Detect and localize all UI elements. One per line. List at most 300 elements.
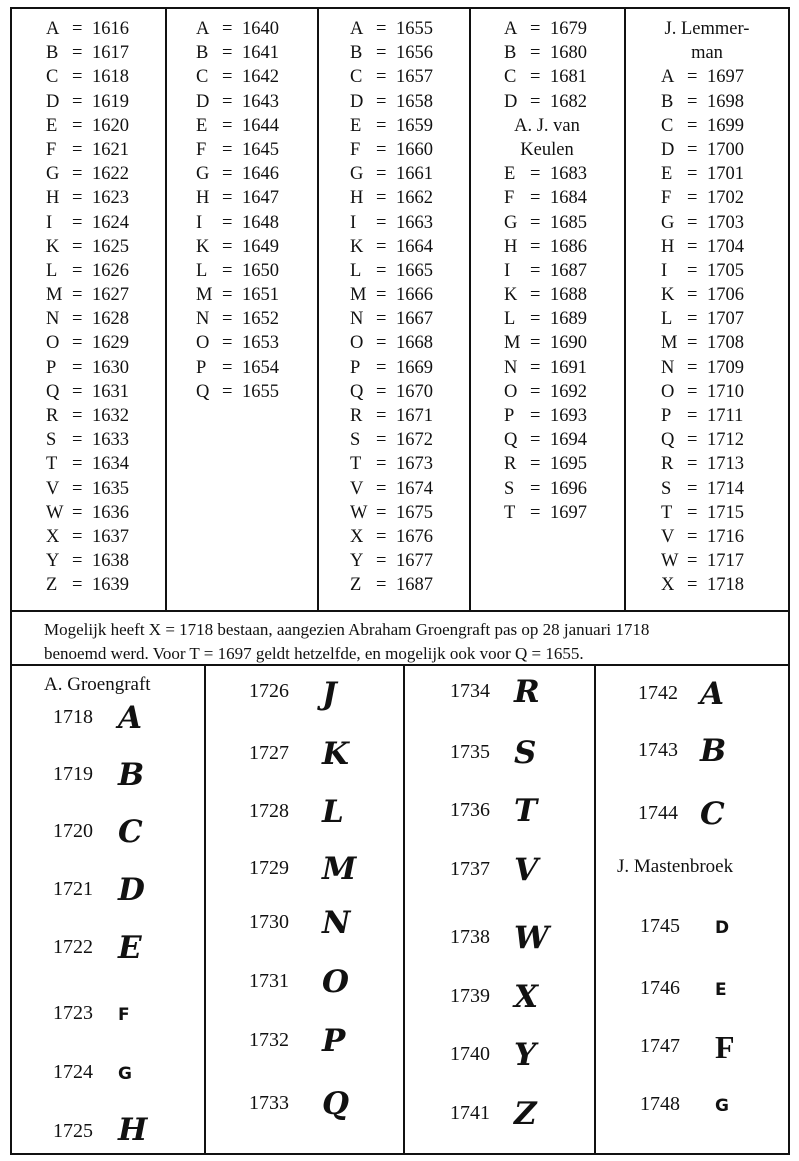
letter: R: [46, 406, 59, 426]
letter-year-row: [46, 211, 161, 235]
year: 1700: [707, 139, 744, 160]
divider: [469, 7, 471, 612]
letter: C: [504, 67, 517, 88]
year: 1695: [550, 454, 587, 475]
year-letter-mark: W: [514, 920, 549, 956]
equals-sign: =: [687, 212, 698, 233]
year: 1625: [92, 236, 129, 257]
equals-sign: =: [72, 260, 83, 281]
year: 1677: [396, 551, 433, 572]
equals-sign: =: [376, 236, 387, 257]
year: 1694: [550, 430, 587, 451]
maker-name: J. Lemmer-: [664, 19, 750, 39]
year-letter-column-2: [196, 17, 311, 404]
letter-year-row: [46, 65, 161, 89]
mark-year: 1746: [640, 977, 680, 999]
letter-year-row: [46, 428, 161, 452]
mark-year: 1732: [249, 1029, 289, 1051]
letter-year-row: [46, 452, 161, 476]
letter-year-row: [196, 331, 311, 355]
letter-year-row: [350, 114, 465, 138]
equals-sign: =: [72, 357, 83, 378]
year-letter-mark: N: [322, 905, 351, 941]
year: 1672: [396, 430, 433, 451]
divider: [403, 664, 405, 1155]
year: 1646: [242, 164, 279, 185]
equals-sign: =: [376, 381, 387, 402]
equals-sign: =: [530, 212, 541, 233]
equals-sign: =: [222, 333, 233, 354]
letter: T: [350, 454, 362, 475]
letter-year-row: [350, 259, 465, 283]
year-letter-column-1: [46, 17, 161, 598]
letter: Q: [504, 430, 518, 451]
year-letter-mark: P: [322, 1023, 346, 1059]
letter-year-row: [661, 186, 787, 210]
letter: A: [661, 67, 675, 88]
equals-sign: =: [222, 115, 233, 136]
equals-sign: =: [687, 309, 698, 330]
equals-sign: =: [72, 381, 83, 402]
equals-sign: =: [530, 454, 541, 475]
year: 1685: [550, 212, 587, 233]
equals-sign: =: [72, 526, 83, 547]
letter: R: [661, 454, 674, 475]
letter: A: [350, 19, 364, 39]
letter: Q: [196, 381, 210, 402]
equals-sign: =: [222, 164, 233, 185]
year-letter-mark: X: [514, 979, 539, 1015]
letter: M: [196, 285, 213, 306]
equals-sign: =: [687, 67, 698, 88]
mark-year: 1742: [638, 682, 678, 704]
year: 1681: [550, 67, 587, 88]
year: 1715: [707, 502, 744, 523]
letter-year-row: [504, 90, 622, 114]
equals-sign: =: [72, 164, 83, 185]
letter-year-row: [350, 162, 465, 186]
letter: N: [350, 309, 364, 330]
letter-year-row: [196, 211, 311, 235]
letter: L: [661, 309, 673, 330]
letter-year-row: [504, 186, 622, 210]
equals-sign: =: [376, 309, 387, 330]
letter-year-row: [504, 235, 622, 259]
mark-year: 1722: [53, 936, 93, 958]
year-letter-mark: D: [118, 872, 145, 908]
year: 1631: [92, 381, 129, 402]
equals-sign: =: [222, 309, 233, 330]
letter: L: [504, 309, 516, 330]
year: 1655: [242, 381, 279, 402]
equals-sign: =: [530, 188, 541, 209]
equals-sign: =: [687, 478, 698, 499]
equals-sign: =: [376, 212, 387, 233]
letter: Q: [350, 381, 364, 402]
letter-year-row: [196, 138, 311, 162]
equals-sign: =: [222, 188, 233, 209]
year-letter-mark: A: [118, 700, 143, 736]
equals-sign: =: [687, 333, 698, 354]
letter-year-row: [350, 525, 465, 549]
letter: G: [504, 212, 518, 233]
letter-year-row: [350, 404, 465, 428]
letter: I: [196, 212, 203, 233]
maker-name: man: [691, 43, 723, 64]
letter-year-row: [661, 452, 787, 476]
divider: [204, 664, 206, 1155]
year-letter-mark: R: [514, 674, 540, 710]
year: 1639: [92, 575, 129, 596]
equals-sign: =: [72, 19, 83, 39]
year: 1636: [92, 502, 129, 523]
year: 1648: [242, 212, 279, 233]
year: 1655: [396, 19, 433, 39]
year: 1627: [92, 285, 129, 306]
mark-year: 1733: [249, 1092, 289, 1114]
letter: C: [46, 67, 59, 88]
letter: K: [661, 285, 675, 306]
equals-sign: =: [687, 91, 698, 112]
year-letter-mark: F: [715, 1029, 735, 1065]
letter: E: [196, 115, 208, 136]
letter-year-row: [504, 41, 622, 65]
year-letter-mark: G: [118, 1064, 132, 1084]
year-letter-mark: H: [118, 1112, 148, 1148]
equals-sign: =: [530, 478, 541, 499]
year: 1624: [92, 212, 129, 233]
letter: P: [46, 357, 57, 378]
mark-year: 1719: [53, 763, 93, 785]
year: 1706: [707, 285, 744, 306]
letter: L: [350, 260, 362, 281]
equals-sign: =: [530, 381, 541, 402]
equals-sign: =: [222, 91, 233, 112]
year: 1708: [707, 333, 744, 354]
equals-sign: =: [687, 285, 698, 306]
letter: O: [661, 381, 675, 402]
letter-year-row: [661, 235, 787, 259]
mark-year: 1728: [249, 800, 289, 822]
mark-year: 1745: [640, 915, 680, 937]
letter: Y: [46, 551, 60, 572]
equals-sign: =: [530, 91, 541, 112]
letter: T: [661, 502, 673, 523]
equals-sign: =: [72, 43, 83, 64]
year: 1644: [242, 115, 279, 136]
year: 1682: [550, 91, 587, 112]
letter-year-row: [196, 380, 311, 404]
equals-sign: =: [376, 502, 387, 523]
letter: Q: [661, 430, 675, 451]
equals-sign: =: [687, 164, 698, 185]
equals-sign: =: [530, 164, 541, 185]
letter: H: [196, 188, 210, 209]
year: 1683: [550, 164, 587, 185]
letter: S: [504, 478, 515, 499]
mark-year: 1737: [450, 858, 490, 880]
equals-sign: =: [72, 309, 83, 330]
mark-year: 1727: [249, 742, 289, 764]
year: 1697: [707, 67, 744, 88]
equals-sign: =: [72, 91, 83, 112]
letter-year-row: [504, 331, 622, 355]
equals-sign: =: [72, 333, 83, 354]
year: 1693: [550, 406, 587, 427]
letter-year-row: [504, 428, 622, 452]
letter-year-row: [350, 573, 465, 597]
letter: P: [504, 406, 515, 427]
year: 1660: [396, 139, 433, 160]
year: 1633: [92, 430, 129, 451]
letter-year-row: [350, 331, 465, 355]
year-letter-column-3: [350, 17, 465, 598]
equals-sign: =: [530, 285, 541, 306]
letter-year-row: [661, 549, 787, 573]
year: 1711: [707, 406, 744, 427]
maker-heading-groengraft: A. Groengraft: [44, 674, 151, 695]
year: 1687: [396, 575, 433, 596]
divider: [317, 7, 319, 612]
year: 1635: [92, 478, 129, 499]
maker-heading-mastenbroek: J. Mastenbroek: [617, 856, 734, 877]
year: 1702: [707, 188, 744, 209]
letter-year-row: [350, 186, 465, 210]
letter: R: [504, 454, 517, 475]
mark-year: 1739: [450, 985, 490, 1007]
letter: X: [46, 526, 60, 547]
letter-year-row: [350, 283, 465, 307]
year: 1689: [550, 309, 587, 330]
year: 1696: [550, 478, 587, 499]
maker-name: A. J. van: [514, 115, 580, 136]
year: 1673: [396, 454, 433, 475]
year: 1632: [92, 406, 129, 426]
year: 1662: [396, 188, 433, 209]
letter-year-row: [504, 501, 622, 525]
equals-sign: =: [687, 406, 698, 427]
letter: O: [196, 333, 210, 354]
letter: N: [196, 309, 210, 330]
equals-sign: =: [376, 164, 387, 185]
year: 1686: [550, 236, 587, 257]
equals-sign: =: [376, 575, 387, 596]
year: 1703: [707, 212, 744, 233]
equals-sign: =: [72, 115, 83, 136]
letter: A: [196, 19, 210, 39]
divider: [165, 7, 167, 612]
letter: R: [350, 406, 363, 426]
letter: W: [350, 502, 368, 523]
letter-year-row: [661, 525, 787, 549]
letter: F: [504, 188, 515, 209]
year-letter-mark: J: [322, 676, 337, 712]
equals-sign: =: [376, 115, 387, 136]
letter-year-row: [350, 17, 465, 41]
year: 1671: [396, 406, 433, 426]
letter: O: [350, 333, 364, 354]
letter: D: [350, 91, 364, 112]
year: 1690: [550, 333, 587, 354]
year-letter-mark: Y: [514, 1037, 537, 1073]
letter-year-row: [46, 90, 161, 114]
letter-year-row: [661, 356, 787, 380]
letter: B: [504, 43, 517, 64]
year: 1640: [242, 19, 279, 39]
equals-sign: =: [222, 381, 233, 402]
year: 1697: [550, 502, 587, 523]
letter: H: [46, 188, 60, 209]
year: 1619: [92, 91, 129, 112]
year-letter-mark: D: [715, 918, 730, 938]
year-letter-mark: C: [118, 814, 143, 850]
year: 1634: [92, 454, 129, 475]
equals-sign: =: [72, 212, 83, 233]
letter-year-row: [350, 380, 465, 404]
year: 1659: [396, 115, 433, 136]
year: 1649: [242, 236, 279, 257]
equals-sign: =: [687, 526, 698, 547]
equals-sign: =: [687, 430, 698, 451]
letter: I: [350, 212, 357, 233]
year-letter-mark: M: [322, 851, 357, 887]
equals-sign: =: [222, 285, 233, 306]
letter: M: [504, 333, 521, 354]
letter: L: [196, 260, 208, 281]
letter: B: [46, 43, 59, 64]
letter: Q: [46, 381, 60, 402]
letter-year-row: [504, 65, 622, 89]
letter-year-row: [504, 404, 622, 428]
letter: N: [661, 357, 675, 378]
letter: V: [350, 478, 364, 499]
mark-year: 1731: [249, 970, 289, 992]
mark-year: 1748: [640, 1093, 680, 1115]
mark-year: 1740: [450, 1043, 490, 1065]
letter: F: [350, 139, 361, 160]
letter-year-row: [504, 259, 622, 283]
letter-year-row: [46, 331, 161, 355]
year-letter-mark: T: [514, 793, 538, 829]
letter-year-row: [46, 259, 161, 283]
year: 1704: [707, 236, 744, 257]
footnote: [44, 618, 774, 666]
letter: H: [504, 236, 518, 257]
letter-year-row: [46, 380, 161, 404]
letter: V: [661, 526, 675, 547]
letter-year-row: [350, 138, 465, 162]
letter-year-row: [196, 356, 311, 380]
letter-year-row: [661, 259, 787, 283]
mark-year: 1744: [638, 802, 678, 824]
letter: C: [661, 115, 674, 136]
year-letter-mark: E: [715, 980, 727, 1000]
equals-sign: =: [72, 188, 83, 209]
equals-sign: =: [530, 260, 541, 281]
letter: F: [661, 188, 672, 209]
letter-year-row: [46, 307, 161, 331]
letter-year-row: [350, 477, 465, 501]
equals-sign: =: [530, 67, 541, 88]
letter: K: [350, 236, 364, 257]
letter: S: [350, 430, 361, 451]
letter-year-row: [504, 477, 622, 501]
letter: M: [46, 285, 63, 306]
year: 1653: [242, 333, 279, 354]
equals-sign: =: [72, 139, 83, 160]
equals-sign: =: [376, 67, 387, 88]
letter-year-row: [46, 549, 161, 573]
equals-sign: =: [72, 575, 83, 596]
year: 1688: [550, 285, 587, 306]
letter: M: [661, 333, 678, 354]
equals-sign: =: [687, 502, 698, 523]
letter: G: [196, 164, 210, 185]
equals-sign: =: [687, 575, 698, 596]
equals-sign: =: [530, 430, 541, 451]
year: 1692: [550, 381, 587, 402]
letter-year-row: [661, 138, 787, 162]
year: 1643: [242, 91, 279, 112]
equals-sign: =: [687, 381, 698, 402]
year: 1679: [550, 19, 587, 39]
year: 1617: [92, 43, 129, 64]
letter: B: [196, 43, 209, 64]
year: 1661: [396, 164, 433, 185]
year: 1666: [396, 285, 433, 306]
year: 1630: [92, 357, 129, 378]
letter-year-row: [46, 573, 161, 597]
letter-year-row: [350, 428, 465, 452]
letter: N: [46, 309, 60, 330]
mark-year: 1735: [450, 741, 490, 763]
mark-year: 1736: [450, 799, 490, 821]
year-letter-mark: V: [514, 852, 539, 888]
letter: P: [661, 406, 672, 427]
mark-year: 1734: [450, 680, 490, 702]
year: 1709: [707, 357, 744, 378]
letter-year-row: [504, 17, 622, 41]
year: 1657: [396, 67, 433, 88]
letter-year-row: [350, 41, 465, 65]
letter: W: [661, 551, 679, 572]
letter-year-row: [504, 452, 622, 476]
equals-sign: =: [376, 260, 387, 281]
equals-sign: =: [530, 309, 541, 330]
equals-sign: =: [72, 502, 83, 523]
year: 1638: [92, 551, 129, 572]
year: 1707: [707, 309, 744, 330]
letter-year-row: [661, 283, 787, 307]
equals-sign: =: [72, 454, 83, 475]
divider: [624, 7, 626, 612]
equals-sign: =: [687, 139, 698, 160]
year-letter-mark: Q: [322, 1086, 350, 1122]
year: 1654: [242, 357, 279, 378]
equals-sign: =: [222, 236, 233, 257]
letter: A: [46, 19, 60, 39]
letter: C: [196, 67, 209, 88]
letter-year-row: [196, 235, 311, 259]
year-letter-mark: E: [118, 930, 142, 966]
year: 1676: [396, 526, 433, 547]
equals-sign: =: [222, 357, 233, 378]
letter-year-row: [46, 525, 161, 549]
letter: E: [504, 164, 516, 185]
year-letter-column-5: [627, 17, 787, 598]
equals-sign: =: [72, 236, 83, 257]
equals-sign: =: [222, 43, 233, 64]
